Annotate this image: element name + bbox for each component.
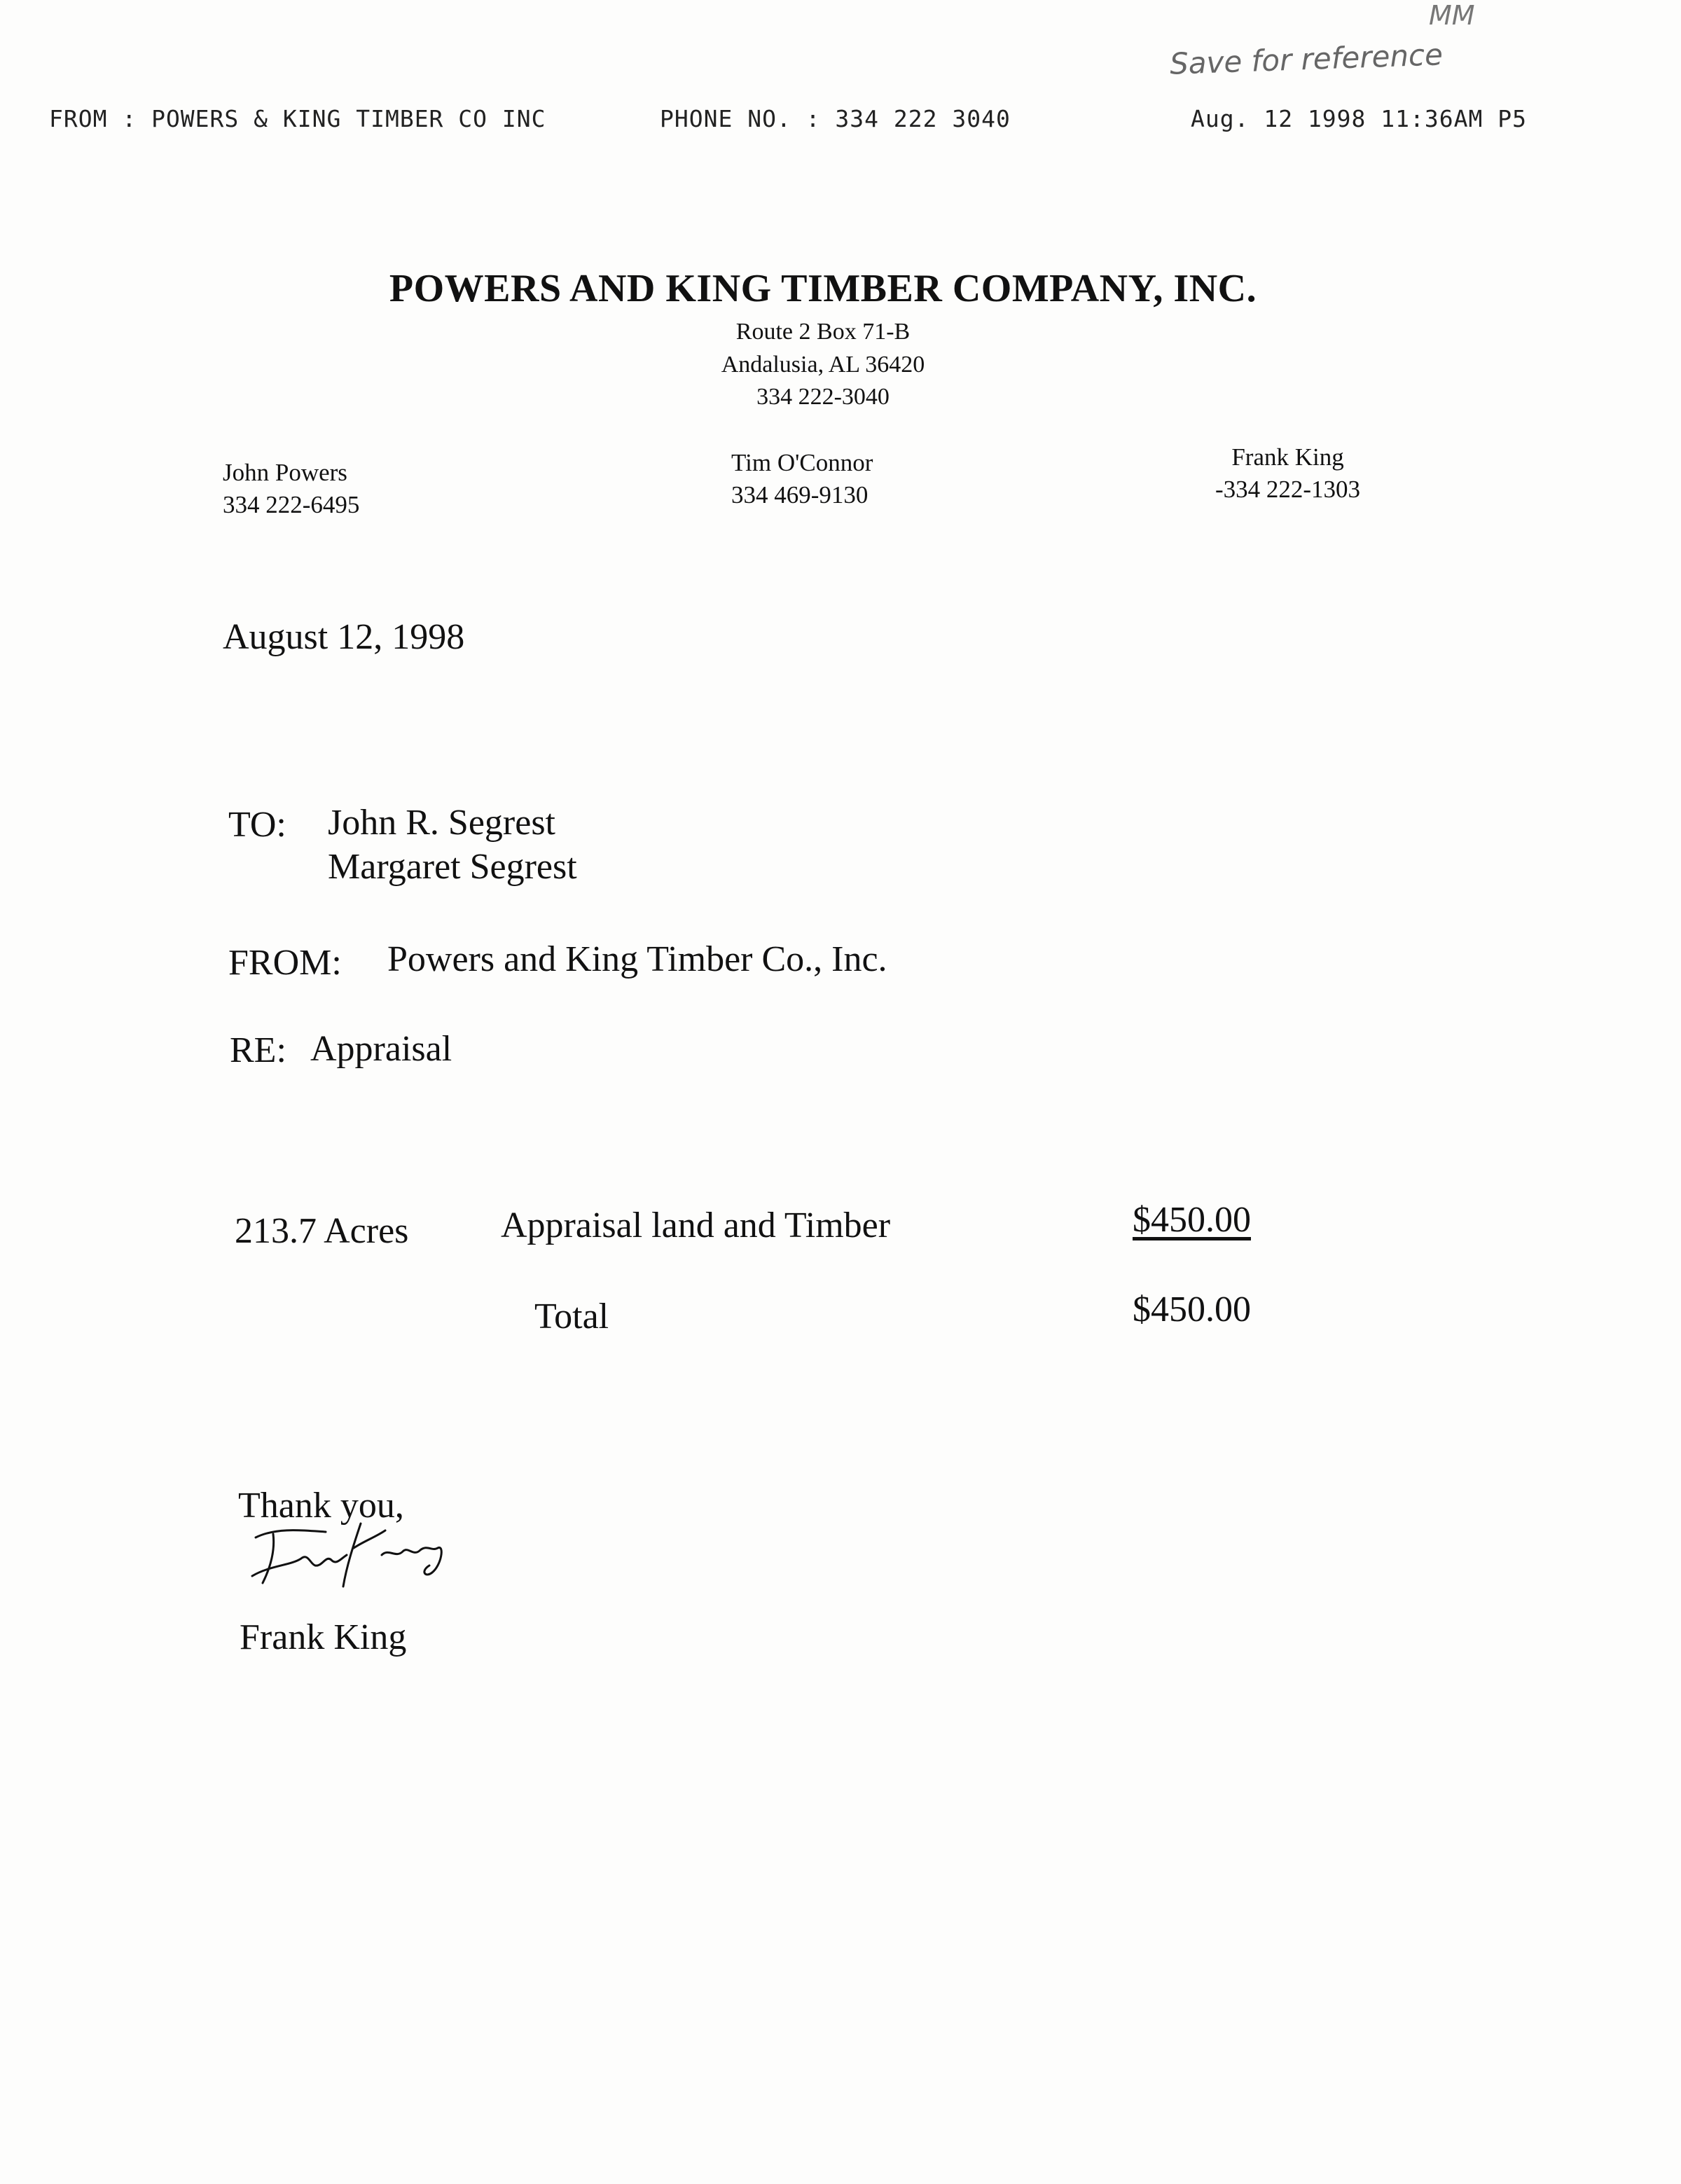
address-line-1: Route 2 Box 71-B [735,319,911,345]
contact-name: Frank King [1231,443,1344,471]
closing-salutation: Thank you, [238,1486,404,1526]
total-amount: $450.00 [1133,1290,1251,1329]
fax-header-from: FROM : POWERS & KING TIMBER CO INC [49,105,546,132]
line-item-quantity: 213.7 Acres [235,1211,409,1251]
re-label: RE: [230,1030,286,1070]
company-name: POWERS AND KING TIMBER COMPANY, INC. [389,267,1257,310]
fax-header-timestamp: Aug. 12 1998 11:36AM P5 [1191,105,1527,132]
fax-header-phone: PHONE NO. : 334 222 3040 [660,105,1011,132]
recipient-2: Margaret Segrest [328,847,577,887]
from-label: FROM: [228,943,342,983]
re-value: Appraisal [310,1029,452,1069]
to-label: TO: [228,805,286,845]
contact-name: Tim O'Connor [731,449,873,476]
handwritten-initials: MM [1429,0,1475,31]
signer-name: Frank King [240,1617,407,1657]
handwritten-signature [249,1516,473,1594]
total-label: Total [534,1297,609,1336]
letter-date: August 12, 1998 [223,617,465,657]
from-value: Powers and King Timber Co., Inc. [387,939,887,979]
contact-phone: 334 222-6495 [223,491,360,518]
contact-john-powers [223,457,359,521]
recipient-1: John R. Segrest [328,803,555,843]
contact-phone: -334 222-1303 [1215,476,1361,503]
address-line-2: Andalusia, AL 36420 [721,352,925,378]
contact-name: John Powers [223,459,347,486]
contact-tim-oconnor [731,447,873,511]
line-item-description: Appraisal land and Timber [501,1205,891,1245]
contact-phone: 334 469-9130 [731,481,869,509]
contact-frank-king [1215,441,1360,506]
handwritten-note: Save for reference [1169,37,1444,81]
company-phone: 334 222-3040 [756,384,890,410]
line-item-amount: $450.00 [1133,1200,1251,1240]
